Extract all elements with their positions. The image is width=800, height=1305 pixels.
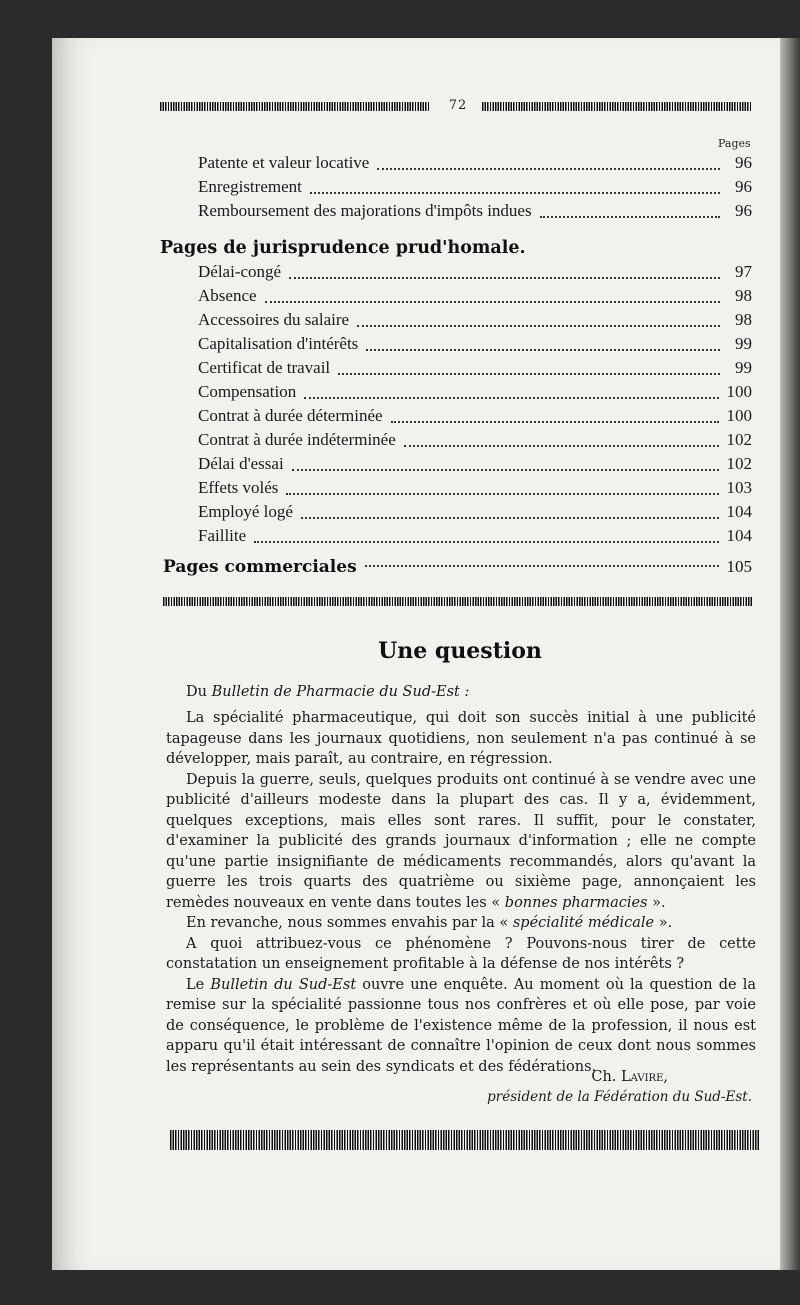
toc-entry: Employé logé 104 — [198, 502, 752, 521]
article-paragraph: La spécialité pharmaceutique, qui doit son succès initial à une publicité tapageuse dans les journaux quotidiens, non seulement n'a pas continué à se développer, mais paraît, au contraire, en régression. — [166, 710, 756, 767]
header-rule-left — [160, 102, 430, 111]
article-paragraph: Depuis la guerre, seuls, quelques produits ont continué à se vendre avec une publicité d'ailleurs modeste dans la plupart des cas. Il y a, évidemment, quelques exceptions, mais elles sont rares. Il suffit, pour le constater, d'examiner la publicité des grands journaux d'information ; elle ne compte qu'une partie insignifiante de médicaments recommandés, alors qu'avant la guerre les trois quarts des quatrième ou sixième page, annonçaient les remèdes nouveaux en vente dans toutes les « bonnes pharmacies ». — [166, 771, 756, 911]
toc-entry: Délai-congé 97 — [198, 262, 752, 281]
toc-entry: Contrat à durée indéterminée 102 — [198, 430, 752, 449]
toc-entry: Faillite 104 — [198, 526, 752, 545]
page-edge — [780, 38, 800, 1270]
page-number: 72 — [448, 98, 468, 113]
pages-column-label: Pages — [718, 137, 751, 150]
signature-title: président de la Fédération du Sud-Est. — [487, 1089, 752, 1105]
article-paragraph: Le Bulletin du Sud-Est ouvre une enquête. Au moment où la question de la remise sur la spécialité passionne tous nos confrères et où elle pose, par voie de conséquence, le problème de l'existence même de la profession, il nous est apparu qu'il était intéressant de connaître l'opinion de ceux dont nous sommes les représentants au sein des syndicats et des fédérations. — [166, 976, 757, 1075]
toc-entry: Délai d'essai 102 — [198, 454, 752, 473]
article-source: Du Bulletin de Pharmacie du Sud-Est : — [186, 684, 470, 700]
toc-entry: Capitalisation d'intérêts 99 — [198, 334, 752, 353]
toc-entry: Compensation 100 — [198, 382, 752, 401]
article-title: Une question — [378, 638, 542, 664]
toc-entry: Accessoires du salaire 98 — [198, 310, 752, 329]
toc-entry: Enregistrement 96 — [198, 177, 752, 196]
signature-name: Ch. Lavire, — [591, 1069, 668, 1085]
toc-entry: Absence 98 — [198, 286, 752, 305]
article-paragraph: A quoi attribuez-vous ce phénomène ? Pouvons-nous tirer de cette constatation un enseignement profitable à la défense de nos intérêts ? — [166, 935, 756, 972]
separator-rule — [163, 597, 753, 606]
header-rule-right — [482, 102, 752, 111]
article-body — [166, 708, 756, 1077]
toc-entry-commercial: Pages commerciales 105 — [163, 557, 752, 577]
footer-rule — [170, 1130, 760, 1150]
article-paragraph: En revanche, nous sommes envahis par la « spécialité médicale ». — [186, 915, 673, 931]
toc-entry: Certificat de travail 99 — [198, 358, 752, 377]
toc-entry: Contrat à durée déterminée 100 — [198, 406, 752, 425]
toc-entry: Remboursement des majorations d'impôts indues 96 — [198, 201, 752, 220]
toc-entry: Effets volés 103 — [198, 478, 752, 497]
toc-entry: Patente et valeur locative 96 — [198, 153, 752, 172]
section-title-jurisprudence: Pages de jurisprudence prud'homale. — [160, 238, 526, 258]
